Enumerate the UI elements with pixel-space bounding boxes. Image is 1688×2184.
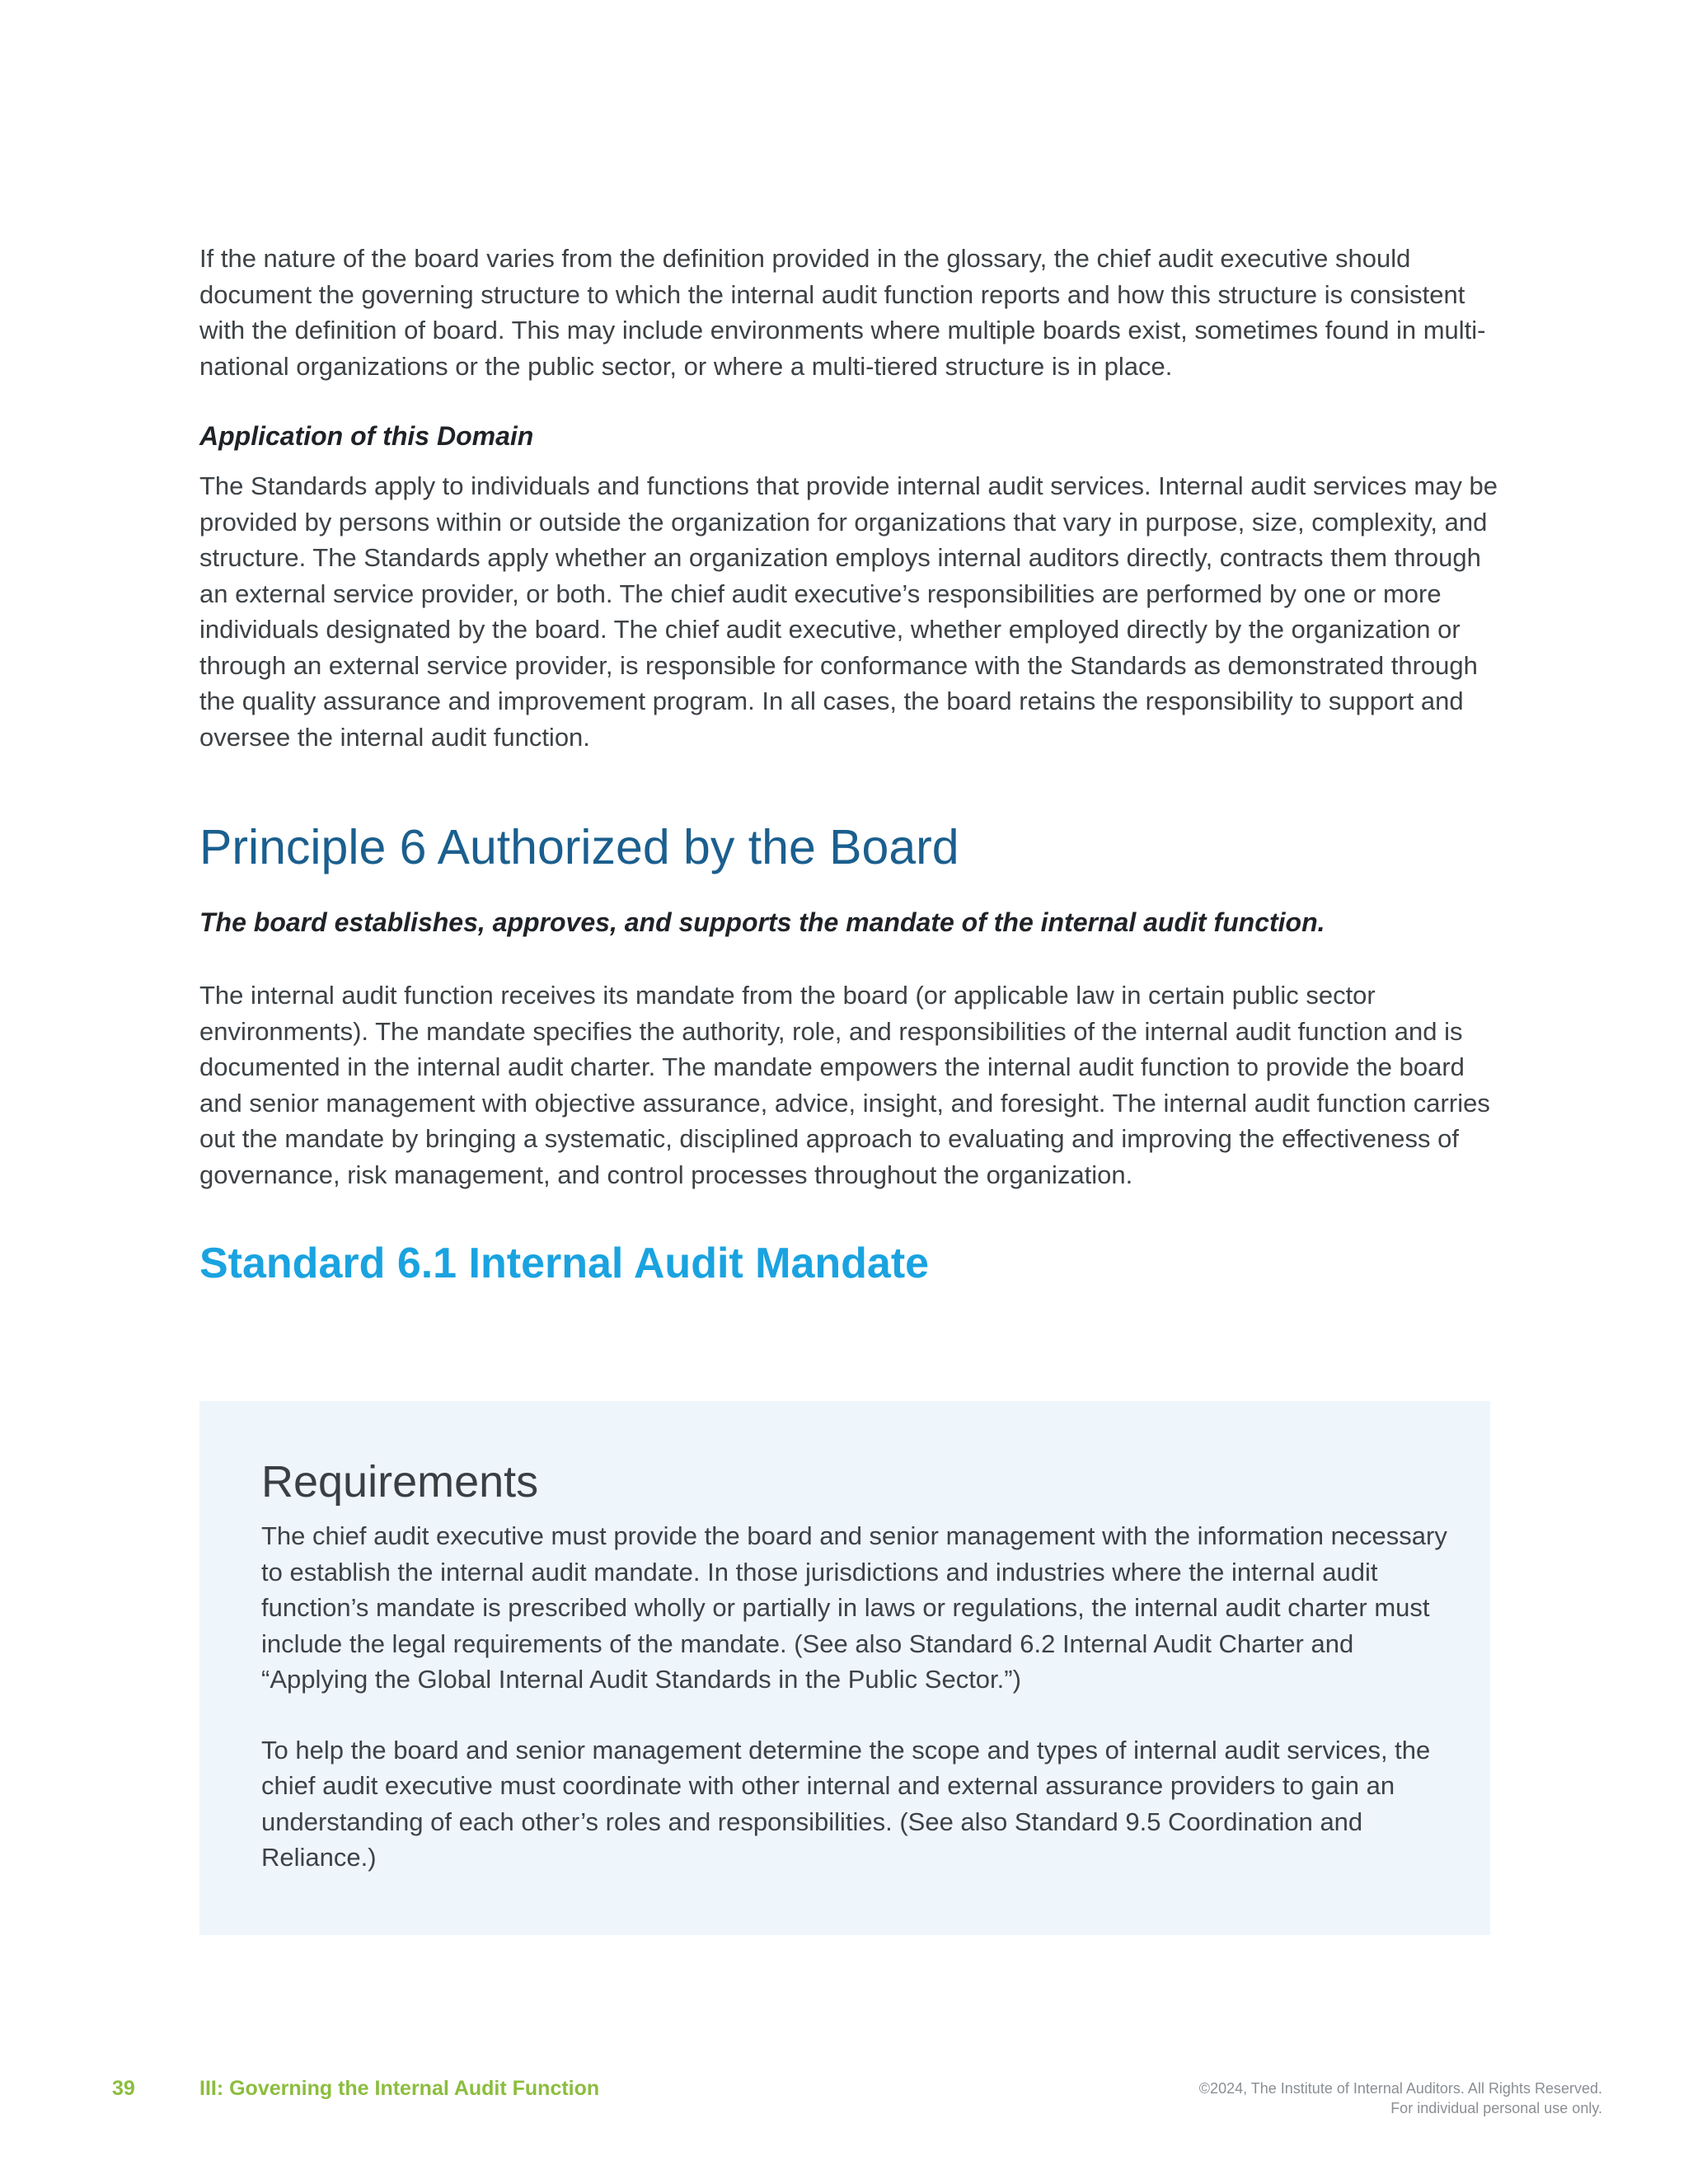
requirements-paragraph-1: The chief audit executive must provide the board and senior management with the information necessary to establish the internal audit mandate. In those jurisdictions and industries where the internal audit function’s mandate is prescribed wholly or partially in laws or regulations, the internal audit charter must include the legal requirements of the mandate. (See also Standard 6.2 Internal Audit Charter and “Applying the Global Internal Audit Standards in the Public Sector.”) <box>261 1521 1447 1694</box>
requirements-content <box>261 1455 1448 1876</box>
intro-paragraph: If the nature of the board varies from the definition provided in the glossary, the chief audit executive should document the governing structure to which the internal audit function reports and how this structure is consistent with the definition of board. This may include environments where multiple boards exist, sometimes found in multi-national organizations or the public sector, or where a multi-tiered structure is in place. <box>199 244 1486 381</box>
copyright-line-2: For individual personal use only. <box>1390 2100 1602 2116</box>
copyright-notice <box>1199 2079 1602 2118</box>
principle-statement: The board establishes, approves, and supports the mandate of the internal audit function. <box>199 907 1325 937</box>
page-footer <box>0 2077 1688 2126</box>
requirements-title: Requirements <box>261 1457 539 1507</box>
footer-section-name: III: Governing the Internal Audit Function <box>199 2077 600 2100</box>
copyright-line-1: ©2024, The Institute of Internal Auditors. All Rights Reserved. <box>1198 2080 1602 2097</box>
requirements-box <box>199 1401 1490 1935</box>
principle-title: Principle 6 Authorized by the Board <box>199 820 959 874</box>
standard-title: Standard 6.1 Internal Audit Mandate <box>199 1240 930 1287</box>
main-content <box>199 241 1502 1290</box>
principle-paragraph: The internal audit function receives its mandate from the board (or applicable law in certain public sector environments). The mandate specifies the authority, role, and responsibilities of the internal audit function and is documented in the internal audit charter. The mandate empowers the internal audit function to provide the board and senior management with objective assurance, advice, insight, and foresight. The internal audit function carries out the mandate by bringing a systematic, disciplined approach to evaluating and improving the effectiveness of governance, risk management, and control processes throughout the organization. <box>199 981 1490 1189</box>
application-heading: Application of this Domain <box>199 421 534 451</box>
requirements-paragraph-2: To help the board and senior management determine the scope and types of internal audit services, the chief audit executive must coordinate with other internal and external assurance providers to gain an understanding of each other’s roles and responsibilities. (See also Standard 9.5 Coordination and Reliance.) <box>261 1735 1431 1872</box>
page-number: 39 <box>112 2077 135 2100</box>
application-paragraph: The Standards apply to individuals and functions that provide internal audit services. Internal audit services may be provided by persons within or outside the organization for organizations that vary in purpose, size, complexity, and structure. The Standards apply whether an organization employs internal auditors directly, contracts them through an external service provider, or both. The chief audit executive’s responsibilities are performed by one or more individuals designated by the board. The chief audit executive, whether employed directly by the organization or through an external service provider, is responsible for conformance with the Standards as demonstrated through the quality assurance and improvement program. In all cases, the board retains the responsibility to support and oversee the internal audit function. <box>199 471 1498 752</box>
